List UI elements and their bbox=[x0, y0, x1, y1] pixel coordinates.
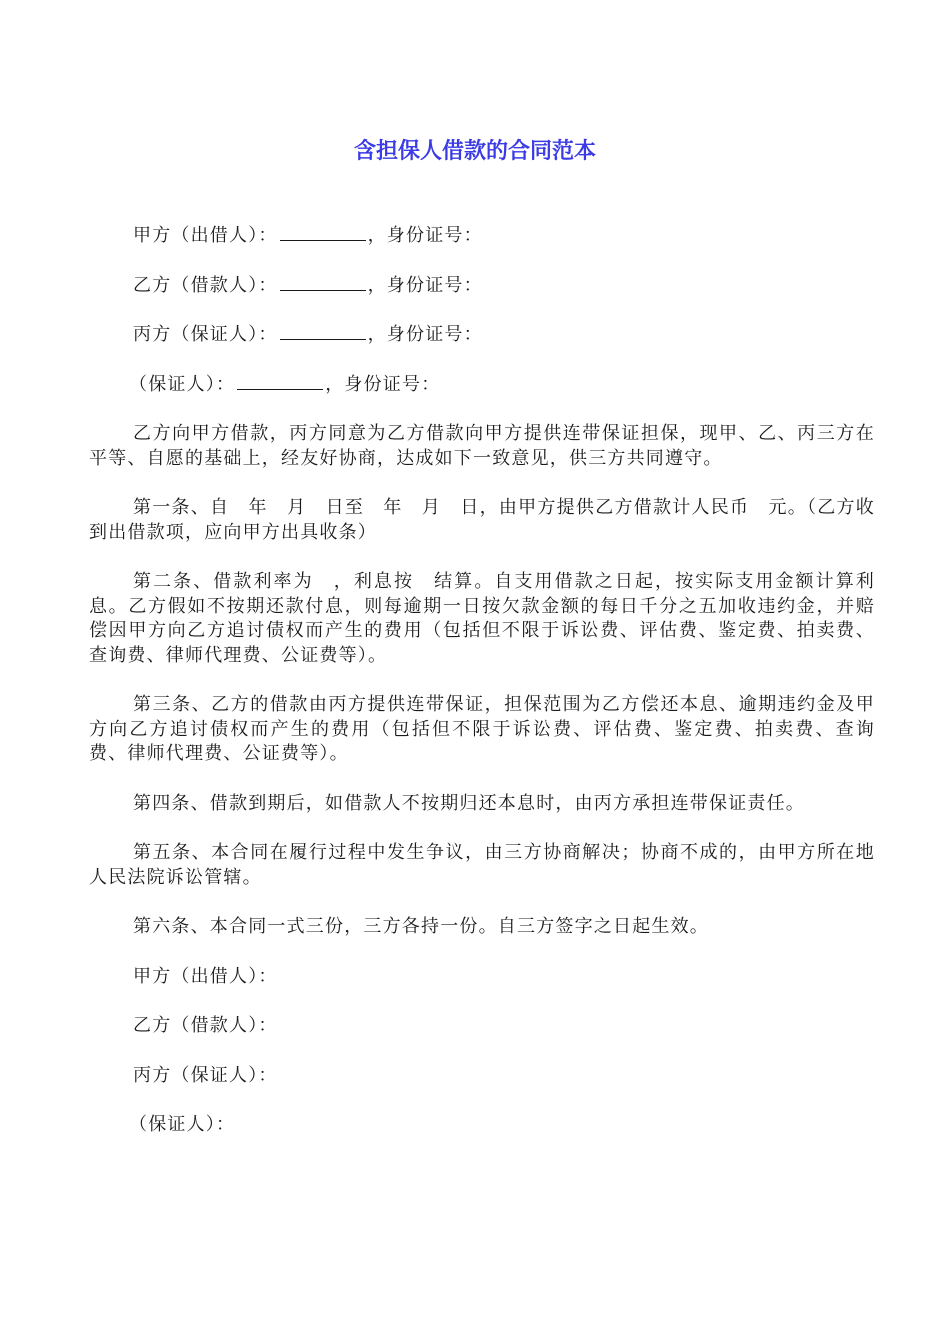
blank-field bbox=[280, 274, 366, 291]
document-body bbox=[89, 224, 875, 1163]
party-id-label: ，身份证号： bbox=[367, 324, 483, 345]
article-2: 第二条、借款利率为 ，利息按 结算。自支用借款之日起，按实际支用金额计算利息。乙方假如不按期还款付息，则每逾期一日按欠款金额的每日千分之五加收违约金，并赔偿因甲方向乙方追讨债权而产生的费用（包括但不限于诉讼费、评估费、鉴定费、拍卖费、查询费、律师代理费、公证费等）。 bbox=[89, 571, 875, 666]
article-6: 第六条、本合同一式三份，三方各持一份。自三方签字之日起生效。 bbox=[133, 916, 709, 937]
article-5: 第五条、本合同在履行过程中发生争议，由三方协商解决；协商不成的，由甲方所在地人民法院诉讼管辖。 bbox=[89, 842, 875, 888]
blank-field bbox=[280, 323, 366, 340]
party-line-borrower bbox=[89, 274, 875, 299]
signature-borrower: 乙方（借款人）： bbox=[133, 1015, 278, 1036]
party-line-guarantor bbox=[89, 323, 875, 348]
signature-guarantor: 丙方（保证人）： bbox=[133, 1064, 278, 1086]
document-title: 含担保人借款的合同范本 bbox=[353, 139, 596, 164]
party-id-label: ，身份证号： bbox=[367, 274, 483, 296]
signature-lender: 甲方（出借人）： bbox=[133, 965, 278, 987]
blank-field bbox=[237, 373, 323, 390]
blank-field bbox=[280, 224, 366, 241]
party-label: 甲方（出借人）： bbox=[133, 225, 278, 246]
article-4: 第四条、借款到期后，如借款人不按期归还本息时，由丙方承担连带保证责任。 bbox=[133, 792, 805, 814]
article-3: 第三条、乙方的借款由丙方提供连带保证，担保范围为乙方偿还本息、逾期违约金及甲方向乙方追讨债权而产生的费用（包括但不限于诉讼费、评估费、鉴定费、拍卖费、查询费、律师代理费、公证费等）。 bbox=[89, 694, 875, 764]
party-id-label: ，身份证号： bbox=[325, 373, 441, 395]
party-id-label: ，身份证号： bbox=[367, 225, 483, 246]
party-label: （保证人）： bbox=[129, 373, 236, 395]
signature-guarantor-2: （保证人）： bbox=[129, 1114, 236, 1135]
party-label: 乙方（借款人）： bbox=[133, 274, 278, 296]
party-line-guarantor-2 bbox=[89, 373, 875, 398]
party-line-lender bbox=[89, 224, 875, 249]
party-label: 丙方（保证人）： bbox=[133, 324, 278, 345]
preamble: 乙方向甲方借款，丙方同意为乙方借款向甲方提供连带保证担保，现甲、乙、丙三方在平等、自愿的基础上，经友好协商，达成如下一致意见，供三方共同遵守。 bbox=[89, 423, 875, 469]
article-1: 第一条、自 年 月 日至 年 月 日，由甲方提供乙方借款计人民币 元。（乙方收到出借款项，应向甲方出具收条） bbox=[89, 497, 875, 543]
